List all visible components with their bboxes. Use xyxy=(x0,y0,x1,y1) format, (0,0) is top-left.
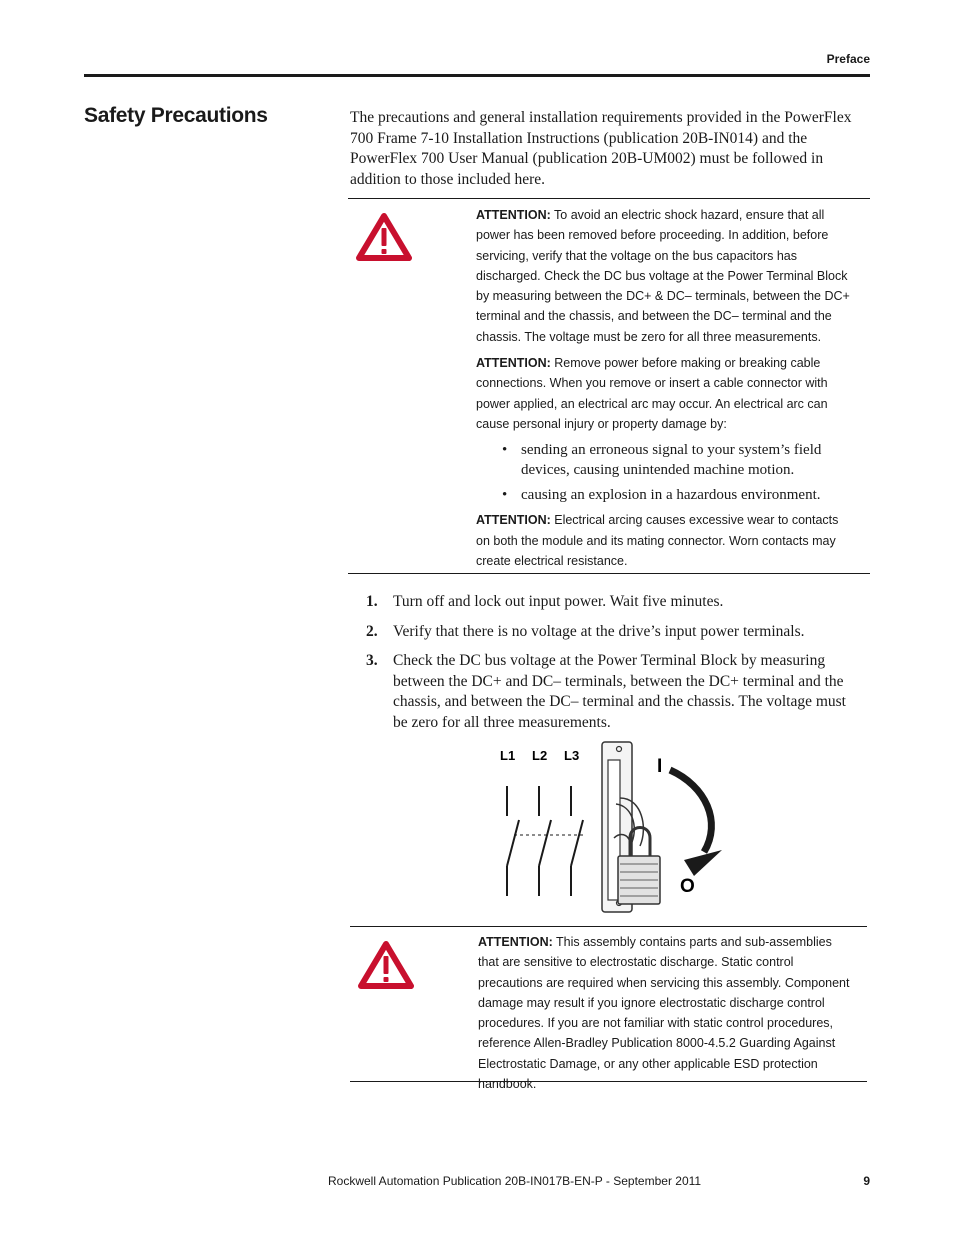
attention-label: ATTENTION: xyxy=(476,513,551,528)
switch-contacts xyxy=(507,786,583,896)
list-item: • causing an explosion in a hazardous environment. xyxy=(502,487,821,504)
step-item: 3. Check the DC bus voltage at the Power Terminal Block by measuring between the DC+ and DC– terminals, between the DC+ terminal and the chassis, and between the DC– terminal and the chassis. The voltage must be zero for all three measurements. xyxy=(366,652,846,731)
attention-block-1 xyxy=(348,198,870,574)
attention-body: Remove power before making or breaking cable connections. When you remove or insert a cable connector with power applied, an electrical arc may occur. An electrical arc can cause personal injury or property damage by: xyxy=(476,356,828,431)
header-section-label: Preface xyxy=(826,52,870,66)
attention-label: ATTENTION: xyxy=(478,935,553,949)
attention-body: Electrical arcing causes excessive wear to contacts on both the module and its mating connector. Worn contacts may create electrical resistance. xyxy=(476,513,839,568)
footer-page-number: 9 xyxy=(863,1174,870,1188)
footer-publication: Rockwell Automation Publication 20B-IN017B-EN-P - September 2011 xyxy=(328,1174,702,1188)
step-item: 1. Turn off and lock out input power. Wait five minutes. xyxy=(366,593,724,610)
terminal-label-l3: L3 xyxy=(564,748,580,763)
arrow-head-icon xyxy=(684,850,722,876)
warning-triangle-icon xyxy=(356,213,412,261)
attention-paragraph-wear xyxy=(476,510,854,571)
terminal-label-l1: L1 xyxy=(500,748,516,763)
rotation-arrow-icon xyxy=(670,770,711,852)
warning-triangle-icon xyxy=(358,941,414,989)
attention-block-2 xyxy=(350,926,867,1092)
attention-text-2 xyxy=(478,932,850,1100)
attention-paragraph-shock xyxy=(476,205,854,347)
terminal-label-l2: L2 xyxy=(532,748,548,763)
attention-body: This assembly contains parts and sub-assemblies that are sensitive to electrostatic discharge. Static control precautions are required when servicing this assembly. Component damage may result if you ignore electrostatic discharge control procedures. If you are not familiar with static control procedures, reference Allen-Bradley Publication 8000-4.5.2 Guarding Against Electrostatic Damage, or any other applicable ESD protection handbook. xyxy=(478,935,850,1092)
off-position-label: O xyxy=(680,876,695,897)
attention-text-1 xyxy=(476,205,854,577)
list-item: • sending an erroneous signal to your system’s field devices, causing unintended machine motion. xyxy=(502,442,822,479)
section-title: Safety Precautions xyxy=(84,104,268,127)
attention-body: To avoid an electric shock hazard, ensure that all power has been removed before proceeding. In addition, before servicing, verify that the voltage on the bus capacitors has discharged. Check the DC bus voltage at the Power Terminal Block by measuring between the DC+ & DC– terminals, between the DC+ terminal and the chassis, and between the DC– terminal and the chassis. The voltage must be zero for all three measurements. xyxy=(476,208,850,344)
procedure-steps xyxy=(366,592,856,742)
attention-label: ATTENTION: xyxy=(476,208,551,222)
lockout-disconnect-illustration xyxy=(492,738,732,918)
attention-paragraph-esd xyxy=(478,932,850,1094)
attention-label: ATTENTION: xyxy=(476,356,551,371)
arc-hazard-list xyxy=(476,440,854,505)
attention-paragraph-arc xyxy=(476,353,854,434)
step-item: 2. Verify that there is no voltage at the drive’s input power terminals. xyxy=(366,622,805,640)
on-position-label: I xyxy=(657,756,663,777)
header-rule xyxy=(84,74,870,77)
intro-paragraph: The precautions and general installation requirements provided in the PowerFlex 700 Frame 7-10 Installation Instructions (publication 20B-IN014) and the PowerFlex 700 User Manual (publication 20B-UM002) must be followed in addition to those included here. xyxy=(350,109,852,188)
